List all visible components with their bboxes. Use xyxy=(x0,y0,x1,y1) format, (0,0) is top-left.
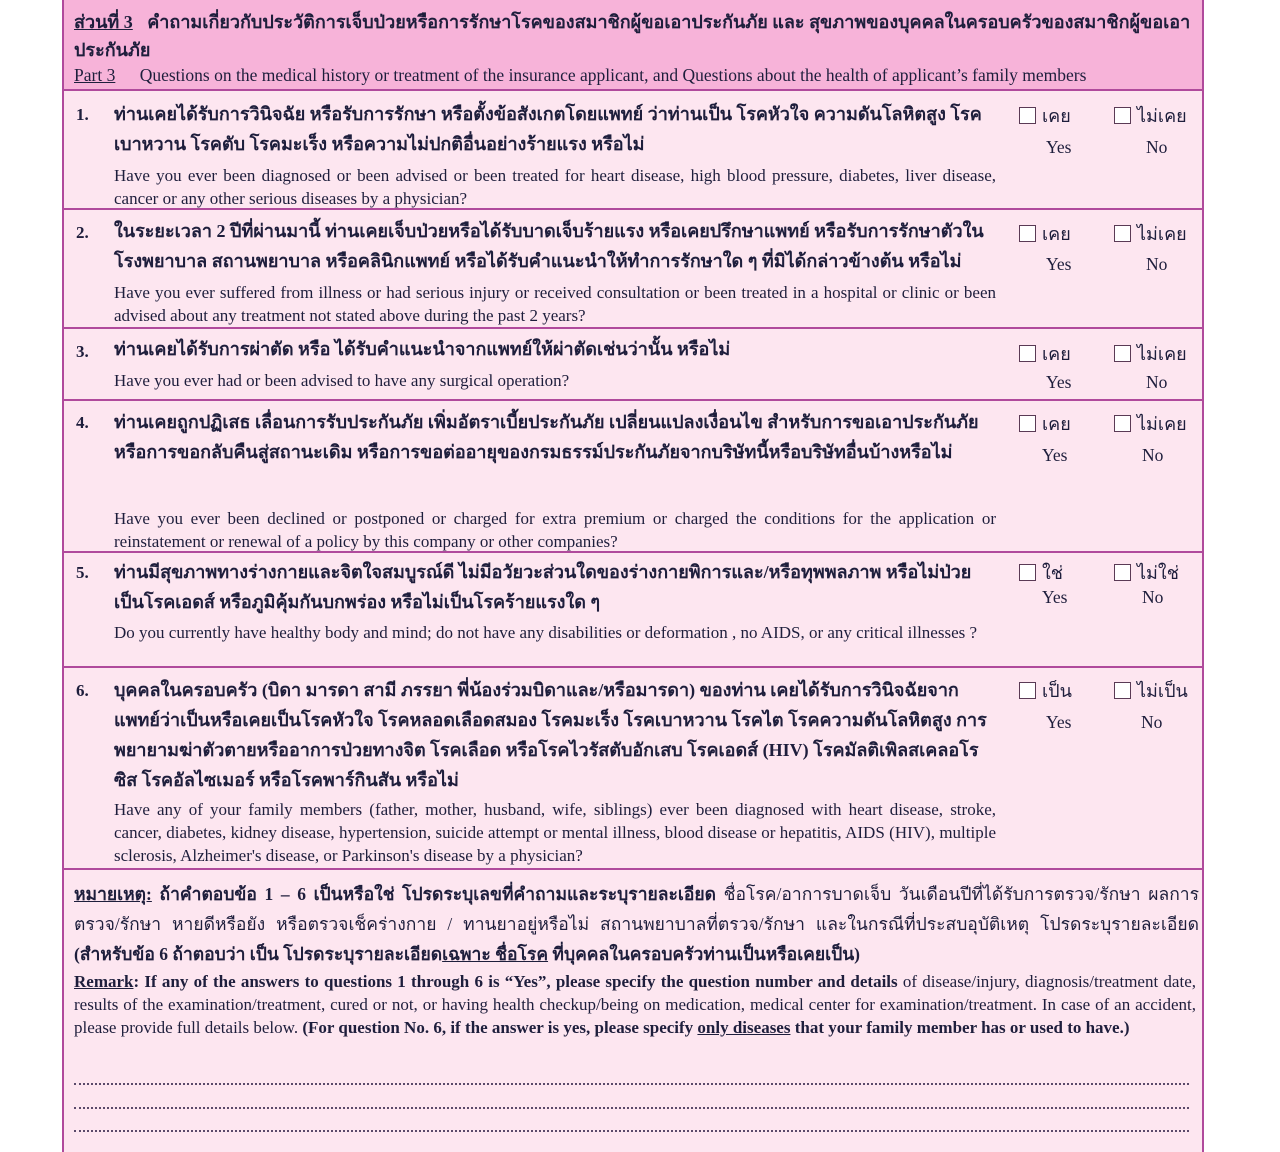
checkbox-yes[interactable] xyxy=(1019,345,1036,362)
question-text-en: Have you ever been diagnosed or been advised or been treated for heart disease, high blood pressure, diabetes, liver disease, cancer or any other serious diseases by a physician? xyxy=(114,166,996,208)
medical-history-form xyxy=(62,0,1204,1152)
question-2 xyxy=(64,210,1202,329)
question-number: 3. xyxy=(76,342,89,361)
yes-label-th: ใช่ xyxy=(1042,563,1064,583)
remark-en-only-diseases: only diseases xyxy=(697,1018,791,1037)
question-number: 4. xyxy=(76,413,89,432)
details-line-2[interactable] xyxy=(74,1097,1189,1109)
no-label-th: ไม่เคย xyxy=(1137,106,1187,126)
no-label-en: No xyxy=(1142,445,1164,465)
details-line-3[interactable] xyxy=(74,1120,1189,1132)
checkbox-no[interactable] xyxy=(1114,225,1131,242)
no-option[interactable] xyxy=(1114,101,1187,130)
no-label-th: ไม่เคย xyxy=(1137,414,1187,434)
question-1 xyxy=(64,91,1202,210)
yes-label-en: Yes xyxy=(1042,445,1068,465)
part-3-heading-en: Questions on the medical history or treatment of the insurance applicant, and Questions about the health of applicant’s family members xyxy=(139,65,1087,85)
yes-option[interactable] xyxy=(1019,558,1063,587)
no-label-th: ไม่เป็น xyxy=(1137,681,1188,701)
yes-option[interactable] xyxy=(1019,101,1071,130)
question-text-th: ในระยะเวลา 2 ปีที่ผ่านมานี้ ท่านเคยเจ็บป่วยหรือได้รับบาดเจ็บร้ายแรง หรือเคยปรึกษาแพทย์ หรือรับการรักษาตัวในโรงพยาบาล สถานพยาบาล หรือคลินิกแพทย์ หรือได้รับคำแนะนำให้ทำการรักษาใด ๆ ที่มิได้กล่าวข้างต้น หรือไม่ xyxy=(114,221,984,271)
no-option[interactable] xyxy=(1114,558,1179,587)
checkbox-yes[interactable] xyxy=(1019,682,1036,699)
yes-label-th: เคย xyxy=(1042,344,1071,364)
question-text-en: Have you ever been declined or postponed or charged for extra premium or charged the conditions for the application or reinstatement or renewal of a policy by this company or other companies? xyxy=(114,509,996,551)
part-3-title-en xyxy=(74,65,1204,86)
remarks-section xyxy=(64,870,1202,1152)
question-number: 5. xyxy=(76,563,89,582)
question-text-en: Have any of your family members (father, mother, husband, wife, siblings) ever been diagnosed with heart disease, stroke, cancer, diabetes, kidney disease, hypertension, suicide attempt or mental illness, blood disease or hepatitis, AIDS (HIV), multiple sclerosis, Alzheimer's disease, or Parkinson's disease by a physician? xyxy=(114,800,996,865)
no-label-en: No xyxy=(1146,137,1168,157)
remark-th-q6-note: (สำหรับข้อ 6 ถ้าตอบว่า เป็น โปรดระบุรายละเอียด xyxy=(74,944,443,964)
yes-label-en: Yes xyxy=(1046,254,1072,274)
question-text-th: ท่านเคยได้รับการผ่าตัด หรือ ได้รับคำแนะนำจากแพทย์ให้ผ่าตัดเช่นว่านั้น หรือไม่ xyxy=(114,339,731,359)
remark-label-en: Remark xyxy=(74,972,134,991)
question-4 xyxy=(64,401,1202,553)
remark-th-instruction: ถ้าคำตอบข้อ 1 – 6 เป็นหรือใช่ โปรดระบุเลขที่คำถามและระบุรายละเอียด xyxy=(159,884,717,904)
yes-option[interactable] xyxy=(1019,676,1072,705)
no-label-en: No xyxy=(1146,372,1168,392)
checkbox-yes[interactable] xyxy=(1019,415,1036,432)
question-number: 1. xyxy=(76,105,89,124)
remark-en xyxy=(74,970,1196,1039)
checkbox-yes[interactable] xyxy=(1019,225,1036,242)
yes-label-th: เป็น xyxy=(1042,681,1072,701)
part-3-title-th xyxy=(74,8,1199,64)
question-text-th: ท่านมีสุขภาพทางร่างกายและจิตใจสมบูรณ์ดี ไม่มีอวัยวะส่วนใดของร่างกายพิการและ/หรือทุพพลภาพ หรือไม่ป่วยเป็นโรคเอดส์ หรือภูมิคุ้มกันบกพร่อง หรือไม่เป็นโรคร้ายแรงใด ๆ xyxy=(114,562,972,612)
question-text-en: Do you currently have healthy body and mind; do not have any disabilities or deformation , no AIDS, or any critical illnesses ? xyxy=(114,623,978,642)
remark-en-details: of disease/injury, diagnosis/treatment date, results of the examination/treatment, cured or not, or having health checkup/being on medication, medical center for examination/treatment. In case of an accident, please provide full details below. xyxy=(74,972,1196,1037)
question-text-th: ท่านเคยถูกปฏิเสธ เลื่อนการรับประกันภัย เพิ่มอัตราเบี้ยประกันภัย เปลี่ยนแปลงเงื่อนไข สำหรับการขอเอาประกันภัยหรือการขอกลับคืนสู่สถานะเดิม หรือการขอต่ออายุของกรมธรรม์ประกันภัยจากบริษัทนี้หรือบริษัทอื่นบ้างหรือไม่ xyxy=(114,412,979,462)
remark-label-th: หมายเหตุ: xyxy=(74,884,152,904)
question-text-th: ท่านเคยได้รับการวินิจฉัย หรือรับการรักษา หรือตั้งข้อสังเกตโดยแพทย์ ว่าท่านเป็น โรคหัวใจ ความดันโลหิตสูง โรคเบาหวาน โรคตับ โรคมะเร็ง หรือความไม่ปกติอื่นอย่างร้ายแรง หรือไม่ xyxy=(114,104,982,154)
remark-th-details: ชื่อโรค/อาการบาดเจ็บ วันเดือนปีที่ได้รับการตรวจ/รักษา ผลการตรวจ/รักษา หายดีหรือยัง หรือตรวจเช็คร่างกาย / ทานยาอยู่หรือไม่ สถานพยาบาลที่ตรวจ/รักษา และในกรณีที่ประสบอุบัติเหตุ โปรดระบุรายละเอียด xyxy=(74,884,1200,934)
part-3-heading-th: คำถามเกี่ยวกับประวัติการเจ็บป่วยหรือการรักษาโรคของสมาชิกผู้ขอเอาประกันภัย และ สุขภาพของบุคคลในครอบครัวของสมาชิกผู้ขอเอาประกันภัย xyxy=(74,12,1191,60)
question-text-en: Have you ever suffered from illness or had serious injury or received consultation or been treated in a hospital or clinic or been advised about any treatment not stated above during the past 2 years? xyxy=(114,283,996,325)
question-text-en: Have you ever had or been advised to have any surgical operation? xyxy=(114,371,570,390)
checkbox-no[interactable] xyxy=(1114,682,1131,699)
no-label-en: No xyxy=(1141,712,1163,732)
no-label-en: No xyxy=(1146,254,1168,274)
question-number: 6. xyxy=(76,681,89,700)
part-3-header xyxy=(64,0,1202,91)
question-number: 2. xyxy=(76,223,89,242)
part-3-label-th: ส่วนที่ 3 xyxy=(74,12,133,32)
no-option[interactable] xyxy=(1114,676,1188,705)
remark-en-instruction: : If any of the answers to questions 1 through 6 is “Yes”, please specify the question number and details xyxy=(133,972,898,991)
no-label-th: ไม่ใช่ xyxy=(1137,563,1179,583)
checkbox-no[interactable] xyxy=(1114,564,1131,581)
question-6 xyxy=(64,668,1202,870)
yes-label-th: เคย xyxy=(1042,224,1071,244)
no-label-th: ไม่เคย xyxy=(1137,224,1187,244)
yes-label-en: Yes xyxy=(1042,587,1068,607)
remark-th-only-disease: เฉพาะ ชื่อโรค xyxy=(442,944,549,964)
yes-label-en: Yes xyxy=(1046,137,1072,157)
remark-th-q6-end: ที่บุคคลในครอบครัวท่านเป็นหรือเคยเป็น) xyxy=(552,944,861,964)
yes-option[interactable] xyxy=(1019,409,1071,438)
question-5 xyxy=(64,553,1202,668)
remark-en-q6-end: that your family member has or used to have.) xyxy=(790,1018,1130,1037)
yes-label-en: Yes xyxy=(1046,712,1072,732)
no-option[interactable] xyxy=(1114,339,1187,368)
checkbox-no[interactable] xyxy=(1114,415,1131,432)
no-label-en: No xyxy=(1142,587,1164,607)
yes-label-en: Yes xyxy=(1046,372,1072,392)
yes-option[interactable] xyxy=(1019,339,1071,368)
yes-label-th: เคย xyxy=(1042,414,1071,434)
remark-th xyxy=(74,879,1199,969)
yes-label-th: เคย xyxy=(1042,106,1071,126)
details-line-1[interactable] xyxy=(74,1073,1189,1085)
question-3 xyxy=(64,329,1202,401)
checkbox-no[interactable] xyxy=(1114,345,1131,362)
checkbox-yes[interactable] xyxy=(1019,107,1036,124)
remark-en-q6-note: (For question No. 6, if the answer is yes, please specify xyxy=(302,1018,698,1037)
checkbox-yes[interactable] xyxy=(1019,564,1036,581)
yes-option[interactable] xyxy=(1019,219,1071,248)
checkbox-no[interactable] xyxy=(1114,107,1131,124)
question-text-th: บุคคลในครอบครัว (บิดา มารดา สามี ภรรยา พี่น้องร่วมบิดาและ/หรือมารดา) ของท่าน เคยได้รับการวินิจฉัยจากแพทย์ว่าเป็นหรือเคยเป็นโรคหัวใจ โรคหลอดเลือดสมอง โรคมะเร็ง โรคเบาหวาน โรคไต โรคความดันโลหิตสูง การพยายามฆ่าตัวตายหรืออาการป่วยทางจิต โรคเลือด หรือโรคไวรัสตับอักเสบ โรคเอดส์ (HIV) โรคมัลติเพิลสเคลอโรซิส โรคอัลไซเมอร์ หรือโรคพาร์กินสัน หรือไม่ xyxy=(114,680,987,790)
no-option[interactable] xyxy=(1114,219,1187,248)
no-label-th: ไม่เคย xyxy=(1137,344,1187,364)
no-option[interactable] xyxy=(1114,409,1187,438)
part-3-label-en: Part 3 xyxy=(74,65,116,85)
